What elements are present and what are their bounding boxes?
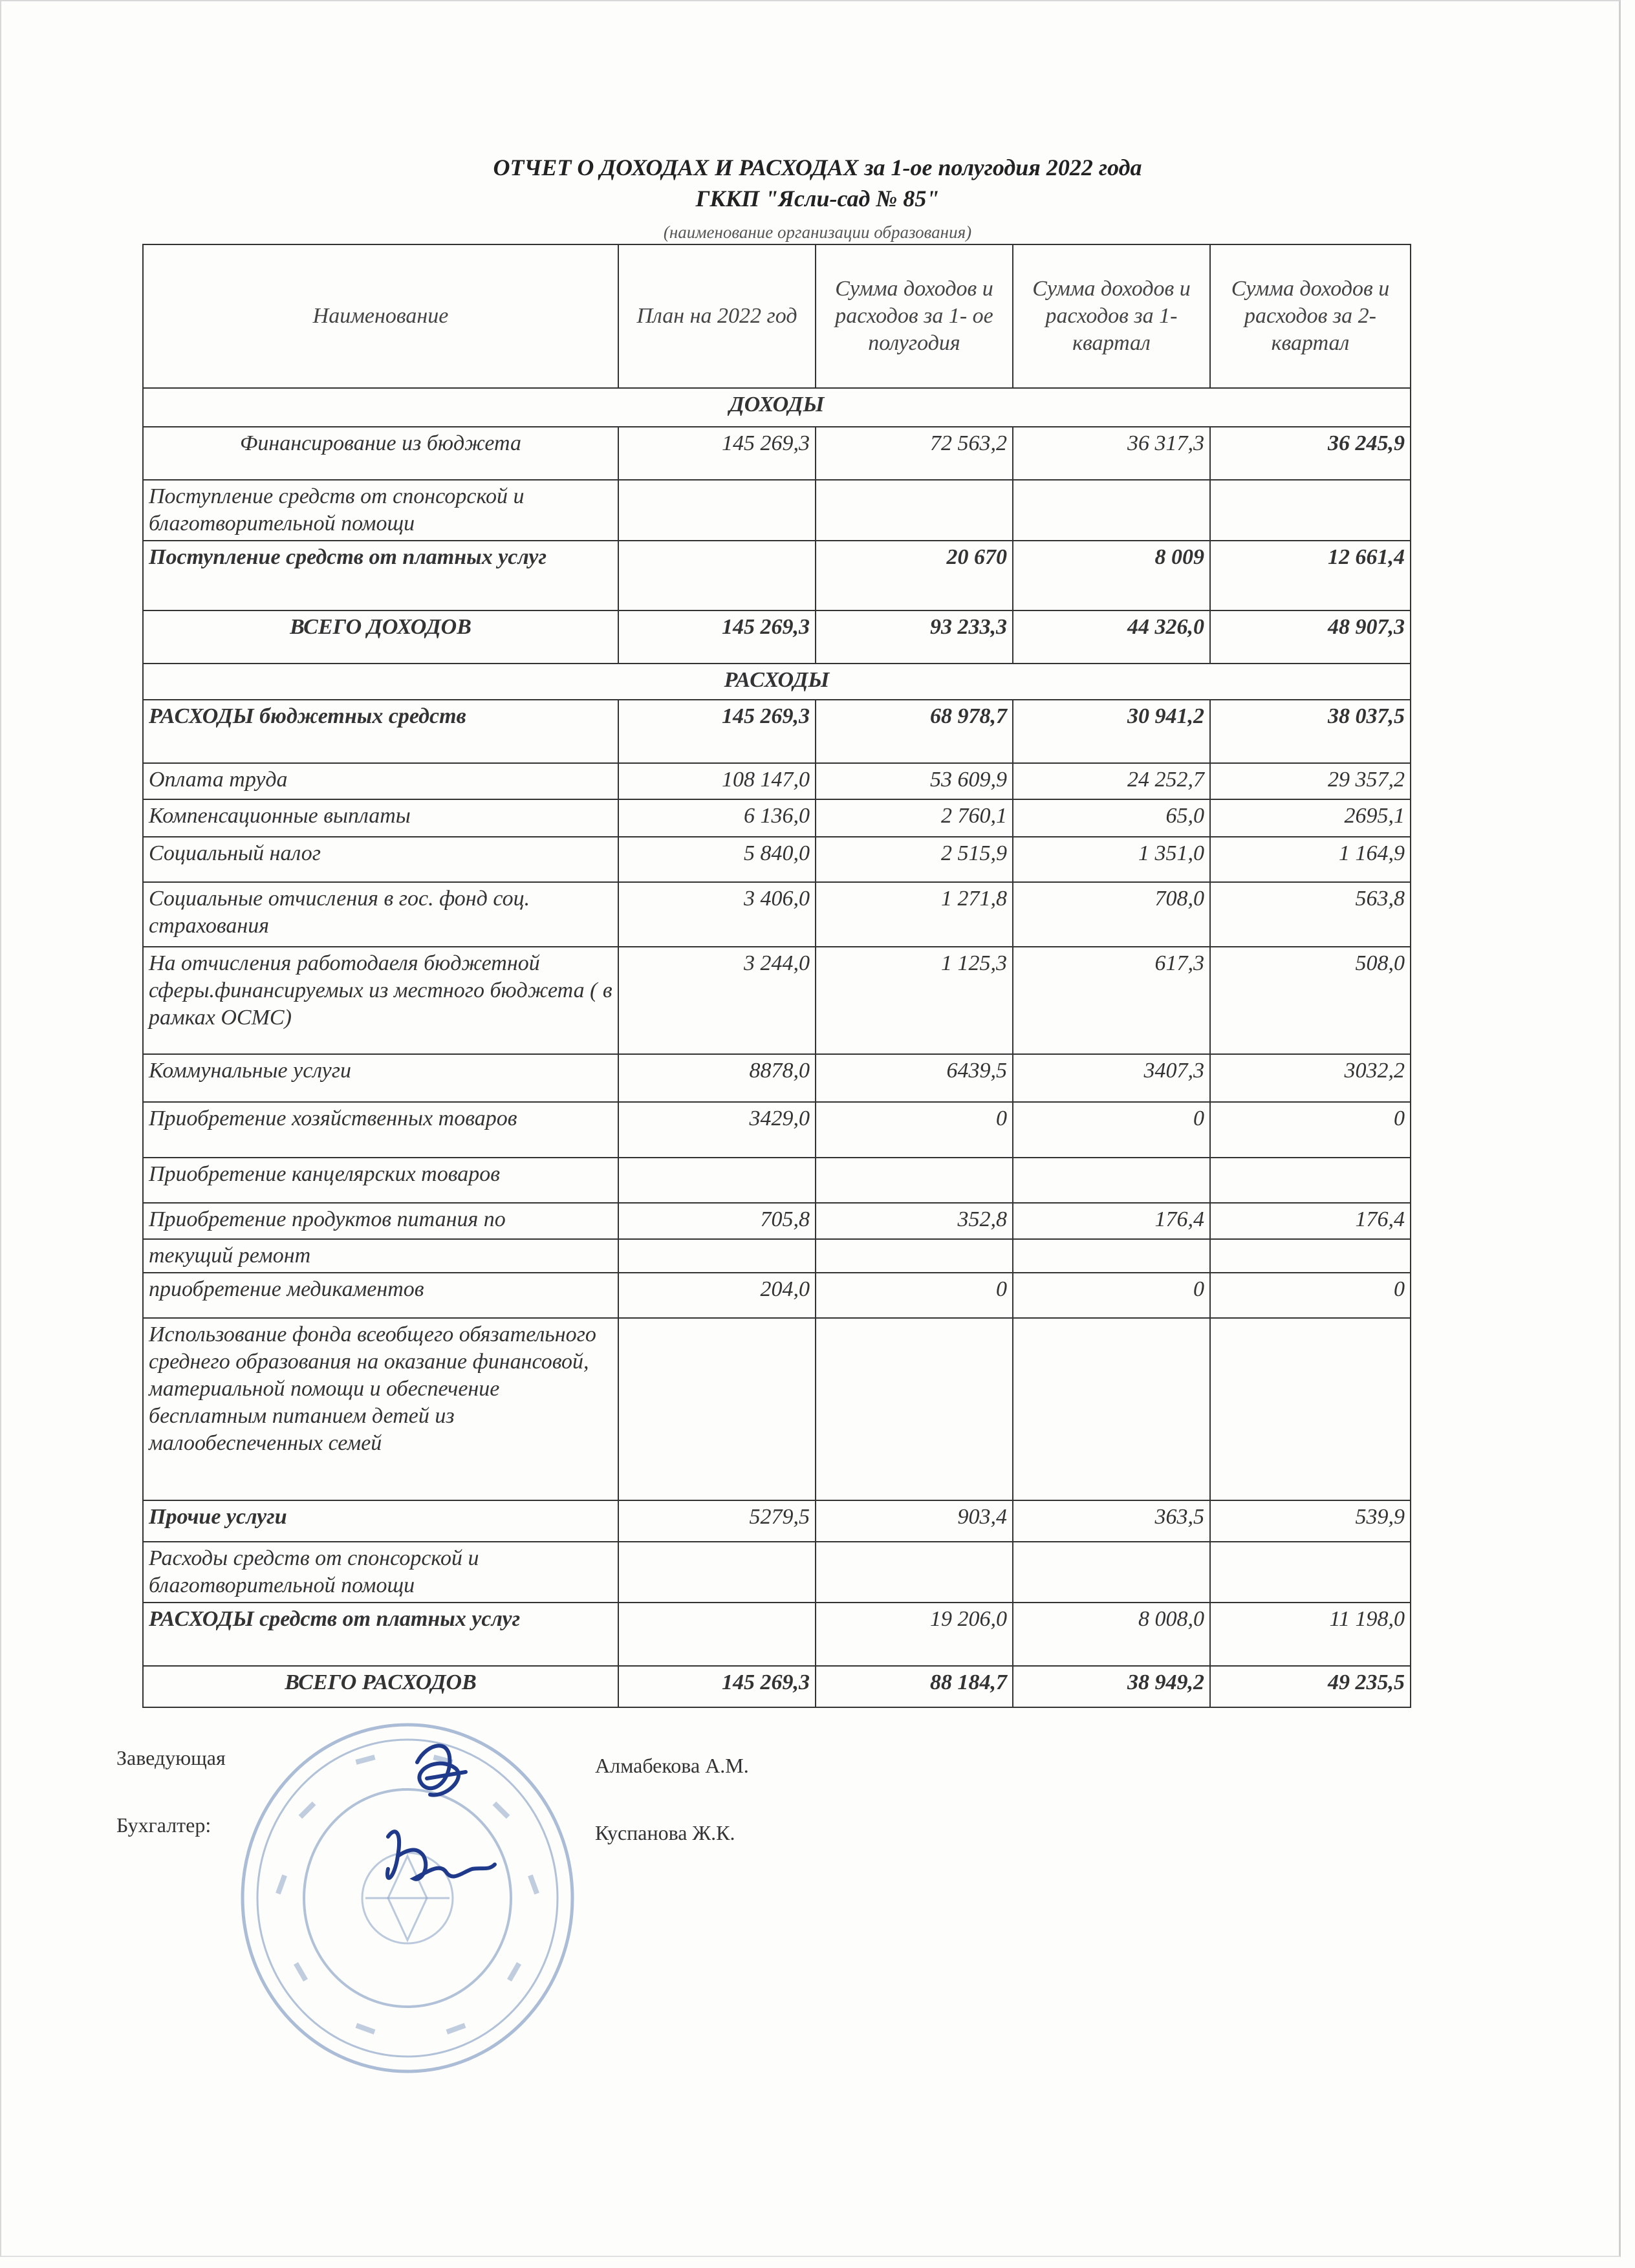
- head-name: Алмабекова А.М.: [595, 1754, 749, 1777]
- row-plan: [618, 1158, 816, 1203]
- row-q1: [1013, 480, 1210, 541]
- row-name: Использование фонда всеобщего обязательного среднего образования на оказание финансовой, материальной помощи и обеспечение бесплатным питанием детей из малообеспеченных семей: [143, 1318, 618, 1500]
- row-plan: 204,0: [618, 1273, 816, 1318]
- table-row: [143, 799, 1411, 837]
- row-q1: 176,4: [1013, 1203, 1210, 1239]
- row-q1: 65,0: [1013, 799, 1210, 837]
- row-q2: 12 661,4: [1210, 541, 1411, 610]
- row-plan: 108 147,0: [618, 763, 816, 799]
- row-q1: 44 326,0: [1013, 610, 1210, 664]
- row-q2: 49 235,5: [1210, 1666, 1411, 1707]
- row-q2: [1210, 480, 1411, 541]
- row-name: ВСЕГО РАСХОДОВ: [143, 1666, 618, 1707]
- row-half: 2 515,9: [816, 837, 1013, 882]
- row-q1: 1 351,0: [1013, 837, 1210, 882]
- row-half: [816, 1158, 1013, 1203]
- table-row: [143, 480, 1411, 541]
- expenses-section-title: РАСХОДЫ: [143, 664, 1411, 700]
- table-row: [143, 541, 1411, 610]
- row-q2: 29 357,2: [1210, 763, 1411, 799]
- row-q2: 176,4: [1210, 1203, 1411, 1239]
- table-row: [143, 1054, 1411, 1102]
- row-half: 53 609,9: [816, 763, 1013, 799]
- table-row: [143, 763, 1411, 799]
- table-row: [143, 1203, 1411, 1239]
- row-half: 6439,5: [816, 1054, 1013, 1102]
- row-q1: 363,5: [1013, 1500, 1210, 1542]
- row-plan: 145 269,3: [618, 427, 816, 480]
- row-half: 1 271,8: [816, 882, 1013, 947]
- row-plan: 3 406,0: [618, 882, 816, 947]
- report-table: [142, 244, 1411, 1708]
- row-plan: 705,8: [618, 1203, 816, 1239]
- income-section-row: [143, 388, 1411, 427]
- row-name: Социальный налог: [143, 837, 618, 882]
- table-row: [143, 1318, 1411, 1500]
- row-plan: 145 269,3: [618, 700, 816, 763]
- row-half: 68 978,7: [816, 700, 1013, 763]
- row-half: 2 760,1: [816, 799, 1013, 837]
- table-row: [143, 1542, 1411, 1603]
- row-half: [816, 1542, 1013, 1603]
- row-half: 72 563,2: [816, 427, 1013, 480]
- row-plan: [618, 1542, 816, 1603]
- row-name: Прочие услуги: [143, 1500, 618, 1542]
- col-plan-header: План на 2022 год: [618, 244, 816, 388]
- row-plan: [618, 1239, 816, 1273]
- row-q2: 36 245,9: [1210, 427, 1411, 480]
- row-q2: 539,9: [1210, 1500, 1411, 1542]
- row-q1: 30 941,2: [1013, 700, 1210, 763]
- row-half: 0: [816, 1273, 1013, 1318]
- row-q2: 11 198,0: [1210, 1603, 1411, 1666]
- col-name-header: Наименование: [143, 244, 618, 388]
- head-label: Заведующая: [116, 1746, 226, 1769]
- expenses-section-row: [143, 664, 1411, 700]
- row-name: РАСХОДЫ средств от платных услуг: [143, 1603, 618, 1666]
- row-q2: 563,8: [1210, 882, 1411, 947]
- table-row: [143, 1102, 1411, 1158]
- organization-name: ГККП "Ясли-сад № 85": [695, 186, 940, 211]
- row-name: Финансирование из бюджета: [143, 427, 618, 480]
- row-q2: 3032,2: [1210, 1054, 1411, 1102]
- row-name: Поступление средств от платных услуг: [143, 541, 618, 610]
- row-half: 903,4: [816, 1500, 1013, 1542]
- accountant-name: Куспанова Ж.К.: [595, 1821, 735, 1844]
- row-q1: 8 009: [1013, 541, 1210, 610]
- table-row: [143, 610, 1411, 664]
- row-name: Компенсационные выплаты: [143, 799, 618, 837]
- row-name: Приобретение канцелярских товаров: [143, 1158, 618, 1203]
- row-half: 0: [816, 1102, 1013, 1158]
- row-plan: 145 269,3: [618, 1666, 816, 1707]
- row-name: Коммунальные услуги: [143, 1054, 618, 1102]
- row-half: 1 125,3: [816, 947, 1013, 1054]
- header-row: [143, 244, 1411, 388]
- row-name: Расходы средств от спонсорской и благотворительной помощи: [143, 1542, 618, 1603]
- row-q2: [1210, 1158, 1411, 1203]
- row-name: Поступление средств от спонсорской и благотворительной помощи: [143, 480, 618, 541]
- row-q1: 38 949,2: [1013, 1666, 1210, 1707]
- organization-stamp: [233, 1717, 582, 2079]
- row-plan: 5279,5: [618, 1500, 816, 1542]
- row-q1: [1013, 1239, 1210, 1273]
- row-name: Социальные отчисления в гос. фонд соц. страхования: [143, 882, 618, 947]
- row-q2: 1 164,9: [1210, 837, 1411, 882]
- row-q2: 0: [1210, 1273, 1411, 1318]
- row-half: 20 670: [816, 541, 1013, 610]
- row-plan: 145 269,3: [618, 610, 816, 664]
- row-name: На отчисления работодаеля бюджетной сферы.финансируемых из местного бюджета ( в рамках ОСМС): [143, 947, 618, 1054]
- row-name: Приобретение хозяйственных товаров: [143, 1102, 618, 1158]
- row-q2: [1210, 1239, 1411, 1273]
- table-row: [143, 1239, 1411, 1273]
- row-q1: 0: [1013, 1273, 1210, 1318]
- col-q1-header: Сумма доходов и расходов за 1- квартал: [1013, 244, 1210, 388]
- table-row: [143, 427, 1411, 480]
- table-row: [143, 1273, 1411, 1318]
- row-name: ВСЕГО ДОХОДОВ: [143, 610, 618, 664]
- row-q2: 48 907,3: [1210, 610, 1411, 664]
- income-section-title: ДОХОДЫ: [143, 388, 1411, 427]
- row-q2: [1210, 1318, 1411, 1500]
- row-q2: 0: [1210, 1102, 1411, 1158]
- report-title: ОТЧЕТ О ДОХОДАХ И РАСХОДАХ за 1-ое полугодия 2022 года: [493, 155, 1142, 180]
- row-name: РАСХОДЫ бюджетных средств: [143, 700, 618, 763]
- table-row: [143, 882, 1411, 947]
- row-plan: 8878,0: [618, 1054, 816, 1102]
- row-half: [816, 1318, 1013, 1500]
- table-row: [143, 1500, 1411, 1542]
- row-plan: [618, 541, 816, 610]
- row-plan: 3429,0: [618, 1102, 816, 1158]
- row-q1: 708,0: [1013, 882, 1210, 947]
- row-name: приобретение медикаментов: [143, 1273, 618, 1318]
- row-half: [816, 1239, 1013, 1273]
- row-plan: 3 244,0: [618, 947, 816, 1054]
- row-plan: [618, 1318, 816, 1500]
- row-q1: [1013, 1158, 1210, 1203]
- row-half: 19 206,0: [816, 1603, 1013, 1666]
- table-row: [143, 1666, 1411, 1707]
- row-q1: [1013, 1318, 1210, 1500]
- row-q1: 8 008,0: [1013, 1603, 1210, 1666]
- row-name: Приобретение продуктов питания по: [143, 1203, 618, 1239]
- row-q1: [1013, 1542, 1210, 1603]
- table-row: [143, 700, 1411, 763]
- row-q1: 0: [1013, 1102, 1210, 1158]
- col-q2-header: Сумма доходов и расходов за 2- квартал: [1210, 244, 1411, 388]
- table-row: [143, 1603, 1411, 1666]
- row-plan: 5 840,0: [618, 837, 816, 882]
- row-q1: 24 252,7: [1013, 763, 1210, 799]
- table-row: [143, 837, 1411, 882]
- row-q2: [1210, 1542, 1411, 1603]
- row-plan: [618, 1603, 816, 1666]
- row-half: 93 233,3: [816, 610, 1013, 664]
- row-q2: 2695,1: [1210, 799, 1411, 837]
- row-q2: 38 037,5: [1210, 700, 1411, 763]
- row-q1: 617,3: [1013, 947, 1210, 1054]
- organization-caption: (наименование организации образования): [663, 222, 972, 242]
- table-row: [143, 1158, 1411, 1203]
- row-plan: 6 136,0: [618, 799, 816, 837]
- signature-accountant-icon: [233, 1717, 582, 2079]
- row-plan: [618, 480, 816, 541]
- row-name: Оплата труда: [143, 763, 618, 799]
- row-q1: 3407,3: [1013, 1054, 1210, 1102]
- row-name: текущий ремонт: [143, 1239, 618, 1273]
- row-half: [816, 480, 1013, 541]
- accountant-label: Бухгалтер:: [116, 1813, 211, 1837]
- row-q1: 36 317,3: [1013, 427, 1210, 480]
- row-half: 352,8: [816, 1203, 1013, 1239]
- row-half: 88 184,7: [816, 1666, 1013, 1707]
- col-half-header: Сумма доходов и расходов за 1- ое полугодия: [816, 244, 1013, 388]
- row-q2: 508,0: [1210, 947, 1411, 1054]
- table-row: [143, 947, 1411, 1054]
